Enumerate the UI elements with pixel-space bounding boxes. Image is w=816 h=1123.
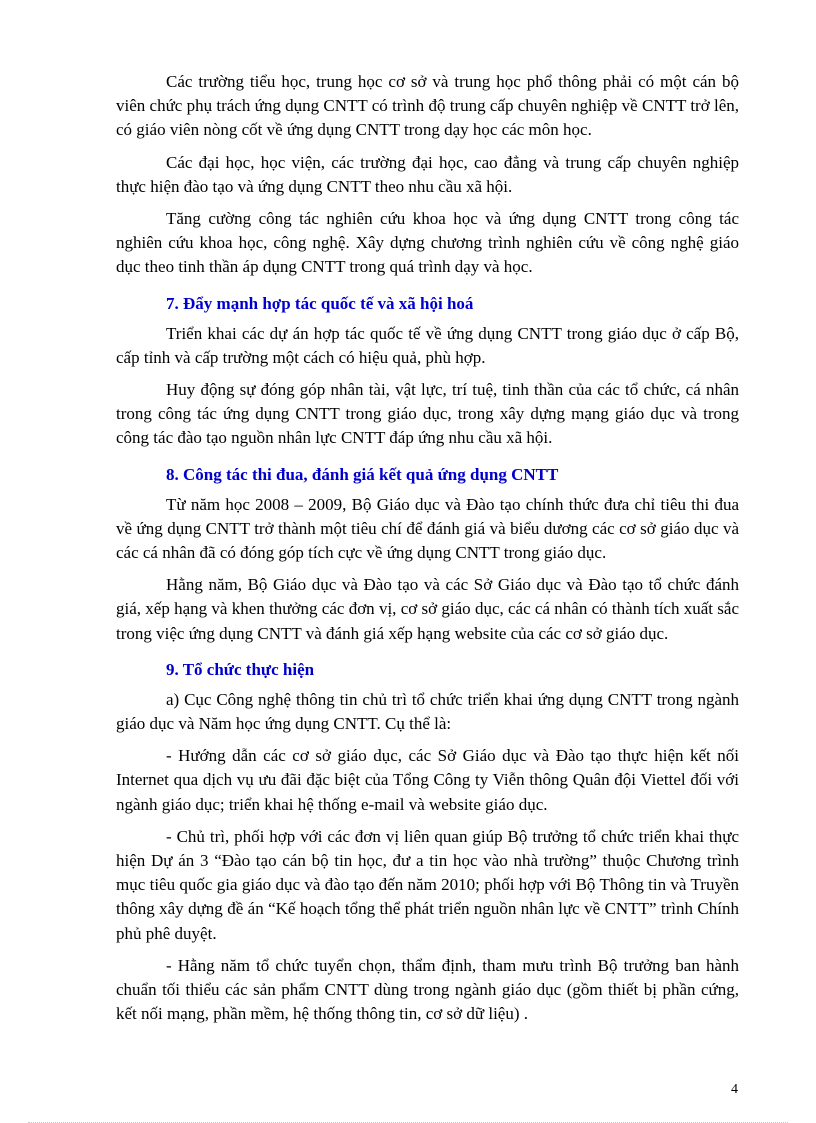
intro-paragraph-3: Tăng cường công tác nghiên cứu khoa học và ứng dụng CNTT trong công tác nghiên cứu khoa học, công nghệ. Xây dựng chương trình nghiên cứu về công nghệ giáo dục theo tinh thần áp dụng CNTT trong quá trình dạy và học.: [116, 209, 739, 277]
section-9-paragraph-1: a) Cục Công nghệ thông tin chủ trì tổ chức triển khai ứng dụng CNTT trong ngành giáo dục và Năm học ứng dụng CNTT. Cụ thể là:: [116, 689, 739, 734]
section-9-paragraph-2: - Hướng dẫn các cơ sở giáo dục, các Sở Giáo dục và Đào tạo thực hiện kết nối Internet qua dịch vụ ưu đãi đặc biệt của Tổng Công ty Viễn thông Quân đội Viettel đối với ngành giáo dục; triển khai hệ thống e-mail và website giáo dục.: [116, 746, 739, 814]
section-9-paragraph-4: - Hằng năm tổ chức tuyển chọn, thẩm định, tham mưu trình Bộ trưởng ban hành chuẩn tối thiểu các sản phẩm CNTT dùng trong ngành giáo dục (gồm thiết bị phần cứng, kết nối mạng, phần mềm, hệ thống thông tin, cơ sở dữ liệu) .: [116, 955, 739, 1024]
section-8-heading: 8. Công tác thi đua, đánh giá kết quả ứng dụng CNTT: [166, 464, 559, 484]
intro-paragraph-2: Các đại học, học viện, các trường đại học, cao đẳng và trung cấp chuyên nghiệp thực hiện đào tạo và ứng dụng CNTT theo nhu cầu xã hội.: [116, 152, 739, 196]
section-9-heading: 9. Tổ chức thực hiện: [166, 659, 315, 679]
intro-paragraph-1: Các trường tiểu học, trung học cơ sở và trung học phổ thông phải có một cán bộ viên chức phụ trách ứng dụng CNTT có trình độ trung cấp chuyên nghiệp về CNTT trở lên, có giáo viên nòng cốt về ứng dụng CNTT trong dạy học các môn học.: [116, 72, 739, 140]
section-7-paragraph-2: Huy động sự đóng góp nhân tài, vật lực, trí tuệ, tinh thần của các tổ chức, cá nhân trong công tác ứng dụng CNTT trong giáo dục, trong xây dựng mạng giáo dục và trong công tác đào tạo nguồn nhân lực CNTT đáp ứng nhu cầu xã hội.: [116, 380, 739, 448]
page-number: 4: [731, 1082, 738, 1097]
document-page: [116, 70, 739, 1027]
section-9-paragraph-3: - Chủ trì, phối hợp với các đơn vị liên quan giúp Bộ trưởng tổ chức triển khai thực hiện Dự án 3 “Đào tạo cán bộ tin học, đư a tin học vào nhà trường” thuộc Chương trình mục tiêu quốc gia giáo dục và đào tạo đến năm 2010; phối hợp với Bộ Thông tin và Truyền thông xây dựng đề án “Kế hoạch tổng thể phát triển nguồn nhân lực về CNTT” trình Chính phủ phê duyệt.: [116, 826, 739, 943]
section-7-paragraph-1: Triển khai các dự án hợp tác quốc tế về ứng dụng CNTT trong giáo dục ở cấp Bộ, cấp tỉnh và cấp trường một cách có hiệu quả, phù hợp.: [116, 323, 739, 367]
section-8-paragraph-1: Từ năm học 2008 – 2009, Bộ Giáo dục và Đào tạo chính thức đưa chỉ tiêu thi đua về ứng dụng CNTT trở thành một tiêu chí để đánh giá và biểu dương các cơ sở giáo dục và các cá nhân đã có đóng góp tích cực về ứng dụng CNTT trong giáo dục.: [116, 494, 739, 563]
section-8-paragraph-2: Hằng năm, Bộ Giáo dục và Đào tạo và các Sở Giáo dục và Đào tạo tổ chức đánh giá, xếp hạng và khen thưởng các đơn vị, cơ sở giáo dục, các cá nhân có thành tích xuất sắc trong việc ứng dụng CNTT và đánh giá xếp hạng website của các cơ sở giáo dục.: [116, 575, 739, 643]
section-7-heading: 7. Đẩy mạnh hợp tác quốc tế và xã hội hoá: [166, 293, 474, 313]
